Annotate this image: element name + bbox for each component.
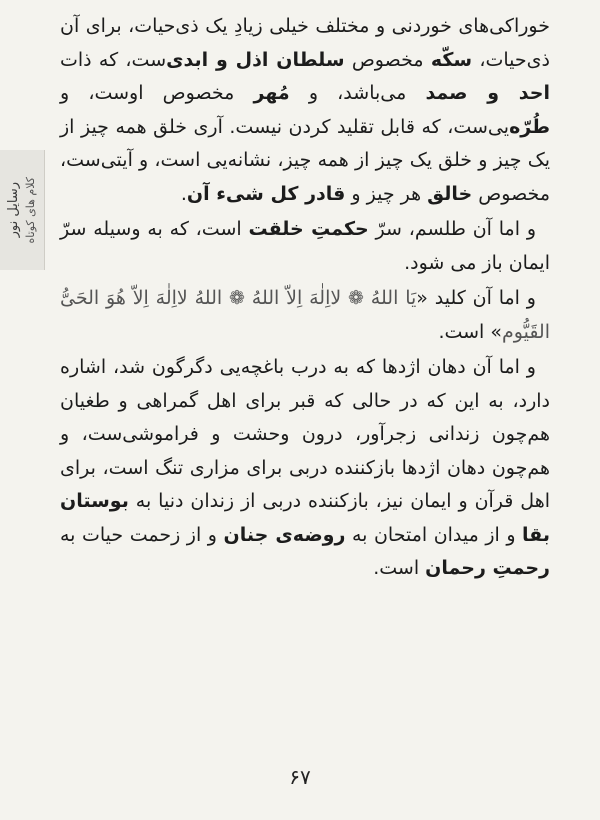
book-title: رسایل نور — [6, 182, 21, 238]
emphasized-term: قادر کل شیء آن — [186, 182, 346, 205]
emphasized-term: رحمتِ رحمان — [425, 557, 550, 579]
body-text — [60, 10, 550, 586]
text-run: هر چیز و — [345, 182, 428, 205]
emphasized-term: سکّه — [430, 48, 473, 71]
text-run: ‌یی‌ست، که قابل تقلید کردن نیست. آری خلق همه چیز از یک چیز و خلق یک چیز از همه چیز، نشانه‌یی است، و آیتی‌ست، مخصوص — [60, 115, 550, 205]
arabic-invocation: یَا اللهُ ❁ لااِلٰهَ اِلاّ اللهُ ❁ اللهُ لااِلٰهَ اِلاّ هُوَ الحَیُّ القَیُّوم — [60, 287, 550, 343]
text-run: » است. — [438, 320, 502, 343]
text-run: مخصوص اوست، و — [60, 82, 254, 104]
emphasized-term: مُهر — [253, 82, 290, 104]
page-number: ۶۷ — [289, 765, 311, 789]
running-header — [2, 150, 42, 270]
text-run: و اما آن کلید « — [416, 287, 536, 309]
text-run: است، که به وسیله سرّ ایمان باز می شود. — [60, 218, 550, 274]
text-run: خوراکی‌های خوردنی و مختلف خیلی زیادِ یک ذی‌حیات، برای آن ذی‌حیات، — [60, 15, 550, 71]
text-run: ‌ست، که ذات — [60, 48, 167, 71]
text-run: مخصوص — [344, 48, 431, 71]
emphasized-term: سلطان اذل و ابدی — [166, 48, 345, 71]
text-run: و از زحمت حیات به — [60, 523, 224, 546]
text-run: است. — [373, 557, 426, 579]
text-run: و اما آن دهان اژدها که به درب باغچه‌یی دگرگون شد، اشاره دارد، به این که در حالی که قبر برای اهل گمراهی و طغیان هم‌چون زندانی زجرآور، درون وحشت و فراموشی‌ست، و هم‌چون دهان اژدها بازکننده دربی برای مزاری تنگ است، برای اهل قرآن و ایمان نیز، بازکننده دربی از زندان دنیا به — [60, 356, 550, 512]
text-run: و اما آن طلسم، سرّ — [368, 218, 536, 240]
emphasized-term: طُرّه — [509, 115, 550, 138]
emphasized-term: احد و صمد — [425, 82, 550, 104]
emphasized-term: حکمتِ خلقت — [248, 218, 369, 240]
paragraph — [60, 351, 550, 586]
text-run: . — [180, 182, 187, 205]
paragraph — [60, 10, 550, 211]
text-run: و از میدان امتحان به — [345, 523, 523, 546]
emphasized-term: بوستان بقا — [60, 490, 550, 546]
emphasized-term: خالق — [427, 182, 473, 205]
chapter-title: کلام های کوتاه — [24, 176, 37, 244]
emphasized-term: روضه‌ی جنان — [223, 523, 346, 546]
paragraph — [60, 282, 550, 349]
text-run: می‌باشد، و — [289, 82, 426, 104]
paragraph — [60, 213, 550, 280]
